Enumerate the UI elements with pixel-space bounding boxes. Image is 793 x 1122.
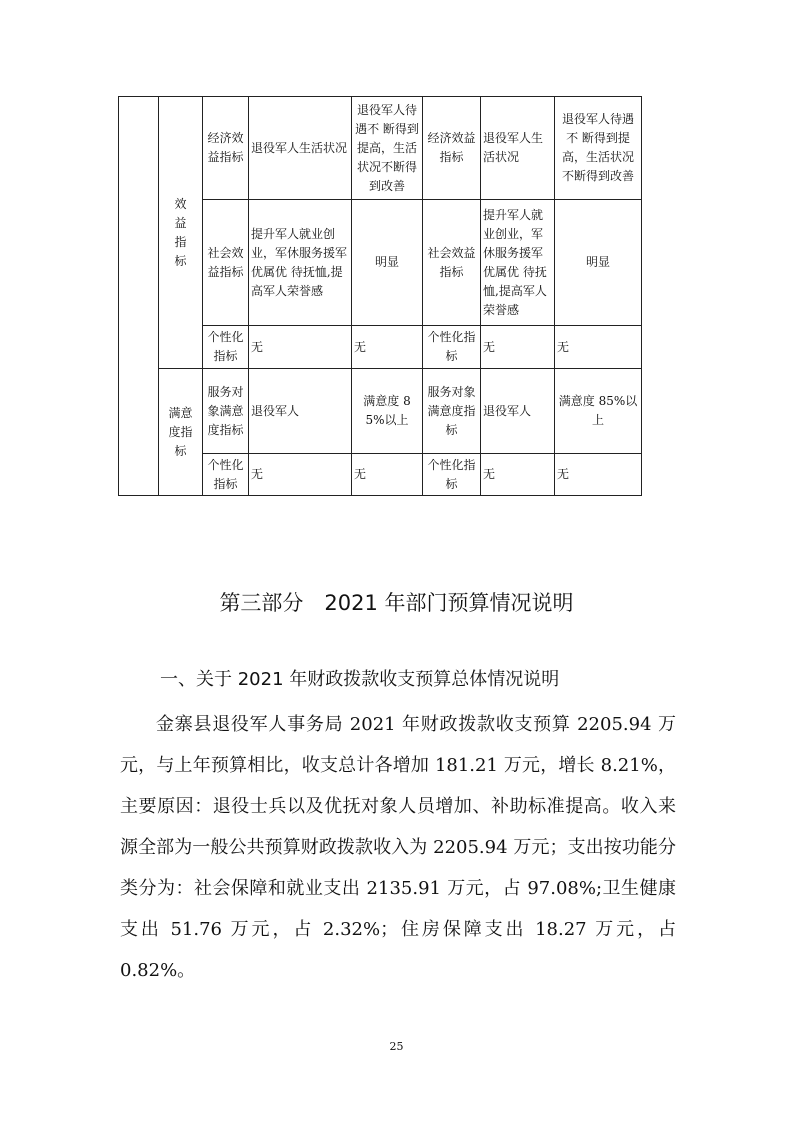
category-cell: 经济效益指标 bbox=[423, 97, 481, 200]
category-cell: 个性化指标 bbox=[203, 326, 249, 369]
indicator-cell: 退役军人生活状况 bbox=[249, 97, 352, 200]
indicator-cell: 无 bbox=[481, 454, 555, 496]
value-cell: 明显 bbox=[352, 200, 423, 326]
group-label-satisfaction: 满意 度指 标 bbox=[159, 369, 203, 496]
subsection-title: 一、关于 2021 年财政拨款收支预算总体情况说明 bbox=[160, 669, 560, 690]
indicator-cell: 退役军人生活状况 bbox=[481, 97, 555, 200]
table-row bbox=[119, 97, 642, 200]
category-cell: 个性化指标 bbox=[423, 454, 481, 496]
category-cell: 服务对象满意度指标 bbox=[203, 369, 249, 454]
value-cell: 无 bbox=[555, 454, 642, 496]
page-number: 25 bbox=[389, 1040, 404, 1053]
indicator-cell: 退役军人 bbox=[249, 369, 352, 454]
value-cell: 无 bbox=[352, 454, 423, 496]
category-cell: 服务对象满意度指标 bbox=[423, 369, 481, 454]
value-cell: 明显 bbox=[555, 200, 642, 326]
body-paragraph: 金寨县退役军人事务局 2021 年财政拨款收支预算 2205.94 万元，与上年预算相比，收支总计各增加 181.21 万元，增长 8.21%，主要原因：退役士兵以及优抚对象人员增加、补助标准提高。收入来源全部为一般公共预算财政拨款收入为 2205.94 万元；支出按功能分类分为：社会保障和就业支出 2135.91 万元，占 97.08%;卫生健康支出 51.76 万元，占 2.32%；住房保障支出 18.27 万元，占 0.82%。 bbox=[120, 714, 676, 981]
blank-cell bbox=[119, 97, 159, 496]
value-cell: 满意度 85%以上 bbox=[555, 369, 642, 454]
performance-table bbox=[118, 96, 642, 496]
category-cell: 经济效益指标 bbox=[203, 97, 249, 200]
section-title: 第三部分 2021 年部门预算情况说明 bbox=[219, 591, 574, 615]
category-cell: 社会效益指标 bbox=[423, 200, 481, 326]
value-cell: 退役军人待遇不 断得到提高，生活状况不断得到改善 bbox=[352, 97, 423, 200]
category-cell: 个性化指标 bbox=[203, 454, 249, 496]
category-cell: 个性化指标 bbox=[423, 326, 481, 369]
group-label-effect: 效 益 指 标 bbox=[159, 97, 203, 369]
indicator-cell: 提升军人就业创业，军休服务援军优属优 待抚恤,提高军人荣誉感 bbox=[249, 200, 352, 326]
indicator-cell: 无 bbox=[481, 326, 555, 369]
indicator-cell: 提升军人就业创业，军休服务援军优属优 待抚恤,提高军人荣誉感 bbox=[481, 200, 555, 326]
category-cell: 社会效益指标 bbox=[203, 200, 249, 326]
indicator-cell: 无 bbox=[249, 326, 352, 369]
indicator-cell: 无 bbox=[249, 454, 352, 496]
value-cell: 退役军人待遇不 断得到提高，生活状况不断得到改善 bbox=[555, 97, 642, 200]
table-row bbox=[119, 369, 642, 454]
indicator-cell: 退役军人 bbox=[481, 369, 555, 454]
value-cell: 无 bbox=[555, 326, 642, 369]
value-cell: 无 bbox=[352, 326, 423, 369]
value-cell: 满意度 85%以上 bbox=[352, 369, 423, 454]
